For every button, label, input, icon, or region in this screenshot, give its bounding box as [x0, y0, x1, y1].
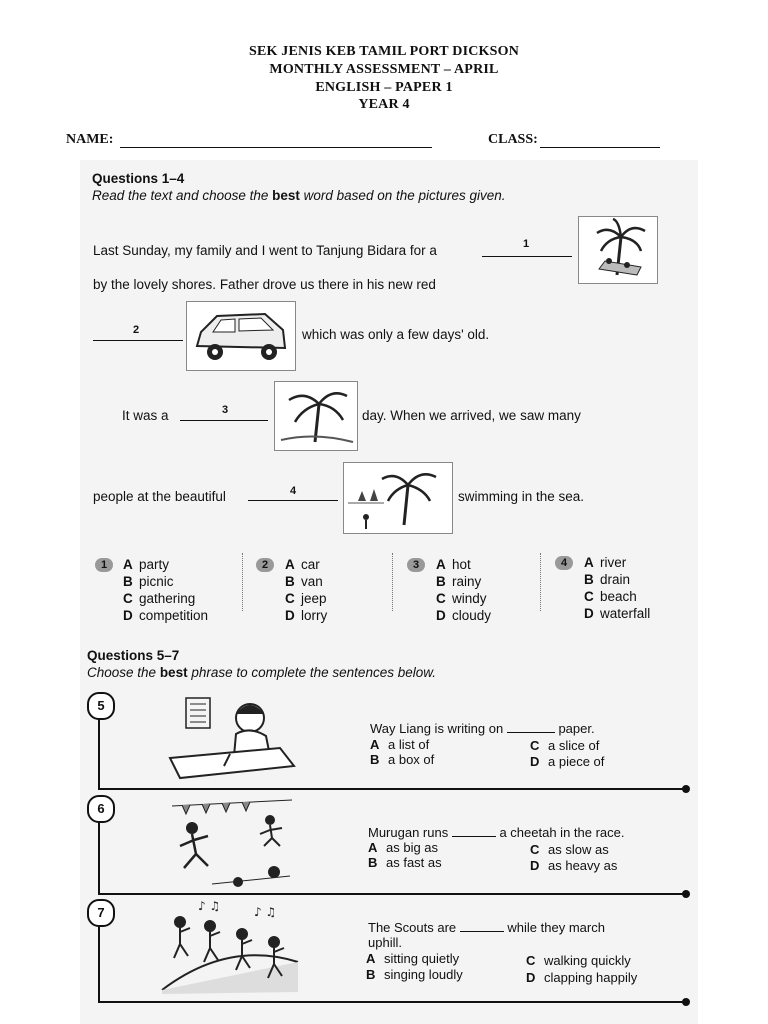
options-q1 [123, 556, 208, 624]
option-q3-a[interactable]: A hot [436, 557, 471, 572]
section2-heading: Questions 5–7 [87, 648, 180, 663]
blank-2[interactable] [93, 340, 183, 341]
option-q2-a[interactable]: A car [285, 557, 320, 572]
option-q2-b[interactable]: B van [285, 574, 323, 589]
options-q3 [436, 556, 491, 624]
option-5-a[interactable]: A a list of [370, 737, 430, 752]
assessment-title: MONTHLY ASSESSMENT – APRIL [269, 62, 499, 77]
paper-title: ENGLISH – PAPER 1 [315, 80, 453, 95]
option-5-d[interactable]: D a piece of [530, 754, 605, 769]
line-end-dot [682, 998, 690, 1006]
question-6-number: 6 [87, 795, 115, 823]
option-5-c[interactable]: C a slice of [530, 738, 600, 753]
section1-heading: Questions 1–4 [92, 171, 185, 186]
scouts-marching-picture [158, 900, 306, 996]
option-7-c[interactable]: C walking quickly [526, 953, 631, 968]
car-picture [186, 301, 296, 371]
option-q2-c[interactable]: C jeep [285, 591, 327, 606]
option-q1-c[interactable]: C gathering [123, 591, 196, 606]
line-end-dot [682, 890, 690, 898]
option-divider [392, 553, 393, 611]
option-q1-d[interactable]: D competition [123, 608, 209, 623]
option-divider [242, 553, 243, 611]
option-q3-d[interactable]: D cloudy [436, 608, 492, 623]
blank-number-4: 4 [290, 485, 297, 497]
options-q2 [285, 556, 327, 624]
passage-line-4a: It was a [122, 408, 169, 423]
option-divider [540, 553, 541, 611]
option-q1-a[interactable]: A party [123, 557, 170, 572]
option-q4-a[interactable]: A river [584, 555, 627, 570]
option-5-b[interactable]: B a box of [370, 752, 435, 767]
name-field[interactable] [120, 147, 432, 148]
option-6-c[interactable]: C as slow as [530, 842, 609, 857]
option-group-badge-4: 4 [555, 556, 573, 570]
option-q4-b[interactable]: B drain [584, 572, 631, 587]
option-group-badge-1: 1 [95, 558, 113, 572]
blank-number-1: 1 [523, 238, 530, 250]
school-name: SEK JENIS KEB TAMIL PORT DICKSON [248, 44, 520, 59]
option-7-a[interactable]: A sitting quietly [366, 951, 460, 966]
year-title: YEAR 4 [358, 97, 410, 112]
question-5-stem: Way Liang is writing on paper. [370, 721, 595, 736]
option-q3-c[interactable]: C windy [436, 591, 487, 606]
option-q3-b[interactable]: B rainy [436, 574, 482, 589]
option-7-d[interactable]: D clapping happily [526, 970, 638, 985]
option-7-b[interactable]: B singing loudly [366, 967, 463, 982]
girl-writing-picture [160, 696, 300, 784]
name-label: NAME: [66, 132, 114, 147]
option-6-b[interactable]: B as fast as [368, 855, 442, 870]
section2-instruction: Choose the best phrase to complete the sentences below. [87, 665, 436, 680]
section1-instruction: Read the text and choose the best word based on the pictures given. [92, 188, 506, 203]
passage-line-5a: people at the beautiful [93, 489, 226, 504]
blank-number-2: 2 [133, 324, 140, 336]
question-7-number: 7 [87, 899, 115, 927]
svg-text:♪ ♫: ♪ ♫ [254, 905, 277, 919]
passage-line-5b: swimming in the sea. [458, 489, 585, 504]
option-q2-d[interactable]: D lorry [285, 608, 328, 623]
svg-text:♪ ♫: ♪ ♫ [198, 900, 221, 913]
blank-1[interactable] [482, 256, 572, 257]
question-6-stem: Murugan runs a cheetah in the race. [368, 825, 625, 840]
option-group-badge-2: 2 [256, 558, 274, 572]
question-7-stem-line2: uphill. [368, 935, 402, 950]
blank-number-3: 3 [222, 404, 229, 416]
race-runners-picture [162, 798, 302, 890]
option-q4-c[interactable]: C beach [584, 589, 637, 604]
beach-picture [343, 462, 453, 534]
option-6-a[interactable]: A as big as [368, 840, 439, 855]
question-5-number: 5 [87, 692, 115, 720]
passage-line-2: by the lovely shores. Father drove us there in his new red [93, 277, 436, 292]
option-6-d[interactable]: D as heavy as [530, 858, 618, 873]
sunny-day-picture [274, 381, 358, 451]
picnic-picture [578, 216, 658, 284]
passage-line-3: which was only a few days' old. [302, 327, 490, 342]
line-end-dot [682, 785, 690, 793]
question-7-stem: The Scouts are while they march [368, 920, 605, 935]
option-q4-d[interactable]: D waterfall [584, 606, 651, 621]
blank-3[interactable] [180, 420, 268, 421]
options-q4 [584, 554, 650, 622]
option-group-badge-3: 3 [407, 558, 425, 572]
passage-line-4b: day. When we arrived, we saw many [362, 408, 581, 423]
passage-line-1: Last Sunday, my family and I went to Tanjung Bidara for a [93, 243, 437, 258]
option-q1-b[interactable]: B picnic [123, 574, 174, 589]
class-label: CLASS: [488, 132, 538, 147]
blank-4[interactable] [248, 500, 338, 501]
class-field[interactable] [540, 147, 660, 148]
